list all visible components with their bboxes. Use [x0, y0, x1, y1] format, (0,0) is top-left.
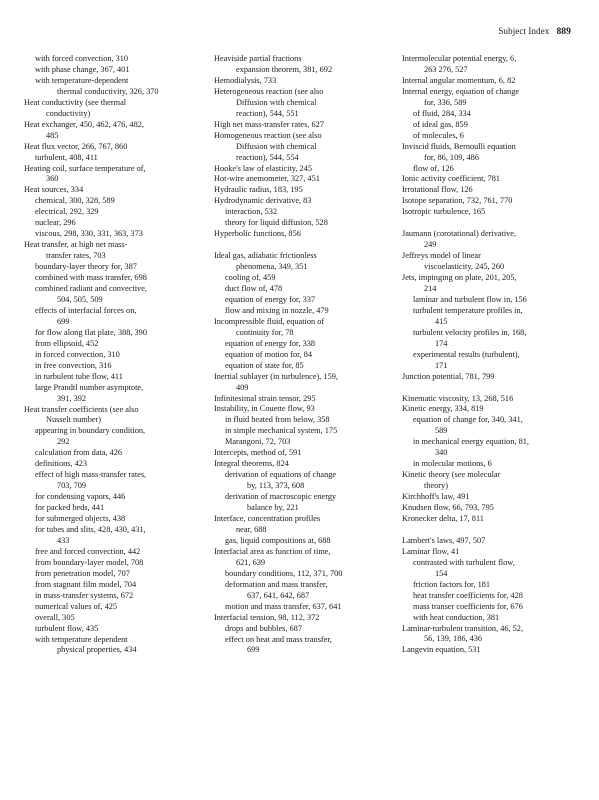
- index-line: Heat sources, 334: [24, 185, 84, 195]
- index-line: Jets, impinging on plate, 201, 205,: [402, 273, 517, 283]
- index-subentry: [24, 273, 206, 284]
- index-subentry: [24, 470, 206, 492]
- index-entry: [402, 54, 588, 76]
- index-subentry: [24, 361, 206, 372]
- index-entry: [214, 87, 398, 120]
- index-subentry: [214, 295, 398, 306]
- index-subentry: [24, 372, 206, 383]
- index-line: equation of change for, 340, 341,: [413, 415, 523, 425]
- index-line: equation of energy for, 338: [225, 338, 316, 348]
- index-line: cooling of, 459: [225, 273, 276, 283]
- index-line: Hydraulic radius, 183, 195: [214, 185, 303, 195]
- index-subentry: [214, 470, 398, 492]
- index-line: Heating coil, surface temperature of,: [24, 163, 146, 173]
- index-line: Kinetic energy, 334, 819: [402, 404, 484, 414]
- index-line: balance by, 221: [247, 503, 299, 513]
- index-line: phenomena, 349, 351: [236, 262, 308, 272]
- index-line: Junction potential, 781, 799: [402, 371, 495, 381]
- index-subentry: [24, 196, 206, 207]
- index-entry: [214, 372, 398, 394]
- index-entry: [214, 120, 398, 131]
- index-line: Intercepts, method of, 591: [214, 448, 302, 458]
- index-subentry: [24, 328, 206, 339]
- index-line: Intermolecular potential energy, 6,: [402, 54, 517, 63]
- index-line: Internal angular momentum, 6, 82: [402, 75, 516, 85]
- index-line: mass transer coefficients for, 676: [413, 601, 523, 611]
- index-line: turbulent velocity profiles in, 168,: [413, 327, 527, 337]
- index-line: Hemodialysis, 733: [214, 75, 277, 85]
- index-line: Kronecker delta, 17, 811: [402, 514, 484, 523]
- index-line: transfer rates, 703: [46, 251, 106, 261]
- index-entry: [24, 405, 206, 427]
- index-line: Jaumann (corotational) derivative,: [402, 229, 517, 239]
- index-line: calculation from data, 426: [35, 448, 123, 458]
- index-entry: [402, 492, 588, 503]
- index-entry: [402, 503, 588, 514]
- index-line: Internal energy, equation of change: [402, 86, 520, 96]
- index-line: in mechanical energy equation, 81,: [413, 437, 529, 447]
- index-subentry: [402, 459, 588, 470]
- entry-gap: [402, 218, 588, 229]
- index-entry: [214, 76, 398, 87]
- index-line: heat transfer coefficients for, 428: [413, 590, 523, 600]
- index-line: Lambert's laws, 497, 507: [402, 535, 486, 545]
- index-line: friction factors for, 181: [413, 579, 491, 589]
- index-line: thermal conductivity, 326, 370: [57, 86, 159, 96]
- index-subentry: [214, 273, 398, 284]
- index-line: 391, 392: [57, 393, 87, 403]
- index-line: High net mass-transfer rates, 627: [214, 119, 324, 129]
- index-line: with temperature-dependent: [35, 75, 129, 85]
- index-line: Heat flux vector, 266, 767, 860: [24, 141, 128, 151]
- index-entry: [24, 120, 206, 142]
- index-entry: [402, 372, 588, 383]
- index-line: Ionic activity coefficient, 781: [402, 174, 500, 184]
- index-subentry: [24, 153, 206, 164]
- index-subentry: [402, 328, 588, 350]
- index-entry: [214, 251, 398, 273]
- index-line: appearing in boundary condition,: [35, 426, 146, 436]
- index-line: Interfacial tension, 98, 112, 372: [214, 612, 320, 622]
- index-entry: [402, 87, 588, 109]
- index-subentry: [24, 569, 206, 580]
- index-line: with heat conduction, 381: [413, 612, 500, 622]
- index-subentry: [24, 218, 206, 229]
- index-line: equation of state for, 85: [225, 360, 304, 370]
- index-line: equation of energy for, 337: [225, 294, 316, 304]
- index-line: combined radiant and convective,: [35, 284, 147, 294]
- index-line: 340: [435, 448, 448, 458]
- index-line: for packed beds, 441: [35, 503, 105, 513]
- index-entry: [402, 207, 588, 218]
- index-line: interaction, 532: [225, 207, 278, 217]
- index-subentry: [24, 503, 206, 514]
- index-line: near, 688: [236, 524, 267, 534]
- index-line: Isotope separation, 732, 761, 770: [402, 196, 513, 206]
- entry-gap: [402, 525, 588, 536]
- index-line: Marangoni, 72, 703: [225, 437, 291, 447]
- index-line: free and forced convection, 442: [35, 546, 141, 556]
- index-line: for flow along flat plate, 388, 390: [35, 327, 147, 337]
- index-entry: [402, 645, 588, 656]
- index-line: Hydrodynamic derivative, 83: [214, 196, 312, 206]
- index-subentry: [214, 218, 398, 229]
- index-subentry: [24, 350, 206, 361]
- index-line: Interface, concentration profiles: [214, 514, 321, 524]
- index-line: with forced convection, 310: [35, 54, 129, 63]
- index-line: 621, 639: [236, 557, 266, 567]
- index-subentry: [214, 536, 398, 547]
- index-entry: [214, 613, 398, 624]
- index-subentry: [402, 120, 588, 131]
- index-line: Kinetic theory (see molecular: [402, 470, 501, 480]
- index-line: Diffusion with chemical: [236, 97, 317, 107]
- index-line: boundary conditions, 112, 371, 700: [225, 568, 343, 578]
- index-entry: [24, 185, 206, 196]
- index-subentry: [24, 547, 206, 558]
- index-line: from ellipsoid, 452: [35, 338, 99, 348]
- index-line: turbulent temperature profiles in,: [413, 305, 523, 315]
- index-line: for tubes and slits, 428, 430, 431,: [35, 524, 146, 534]
- index-line: from boundary-layer model, 708: [35, 557, 144, 567]
- index-entry: [214, 196, 398, 207]
- index-subentry: [402, 109, 588, 120]
- index-subentry: [24, 306, 206, 328]
- index-subentry: [24, 383, 206, 405]
- index-subentry: [24, 613, 206, 624]
- index-line: theory for liquid diffusion, 528: [225, 218, 328, 228]
- page-number: 889: [556, 27, 571, 37]
- index-line: with phase change, 367, 401: [35, 64, 130, 74]
- index-subentry: [24, 76, 206, 98]
- index-line: turbulent, 408, 411: [35, 152, 98, 162]
- running-title: Subject Index: [498, 26, 550, 36]
- index-line: effects of interfacial forces on,: [35, 305, 137, 315]
- index-line: Heat exchanger, 450, 462, 476, 482,: [24, 119, 144, 129]
- index-line: Hooke's law of elasticity, 245: [214, 163, 312, 173]
- index-entry: [24, 98, 206, 120]
- index-line: definitions, 423: [35, 459, 88, 469]
- index-line: from stagnant film model, 704: [35, 579, 137, 589]
- index-line: in fluid heated from below, 358: [225, 415, 330, 425]
- index-entry: [214, 185, 398, 196]
- index-line: of fluid, 284, 334: [413, 108, 471, 118]
- index-line: flow and mixing in nozzle, 479: [225, 305, 329, 315]
- index-subentry: [214, 569, 398, 580]
- index-subentry: [214, 306, 398, 317]
- index-line: effect on heat and mass transfer,: [225, 634, 332, 644]
- index-line: electrical, 292, 329: [35, 207, 99, 217]
- index-entry: [402, 76, 588, 87]
- index-entry: [214, 164, 398, 175]
- index-column-2: [214, 54, 398, 656]
- index-line: physical properties, 434: [57, 645, 137, 655]
- index-subentry: [24, 558, 206, 569]
- index-line: large Prandtl number asymptote,: [35, 382, 144, 392]
- index-line: Inviscid fluids, Bernoulli equation: [402, 141, 516, 151]
- index-line: Hot-wire anemometer, 327, 451: [214, 174, 320, 184]
- index-line: 703, 709: [57, 481, 87, 491]
- index-line: Interfacial area as function of time,: [214, 546, 331, 556]
- index-column-1: [24, 54, 206, 656]
- index-line: 249: [424, 240, 437, 250]
- index-subentry: [214, 580, 398, 602]
- index-line: 214: [424, 284, 437, 293]
- index-line: by, 113, 373, 608: [247, 481, 305, 491]
- index-line: Isotropic turbulence, 165: [402, 207, 486, 217]
- index-line: 360: [46, 174, 59, 184]
- index-line: chemical, 300, 328, 589: [35, 196, 115, 206]
- index-line: motion and mass transfer, 637, 641: [225, 601, 342, 611]
- index-line: contrasted with turbulent flow,: [413, 557, 515, 567]
- index-entry: [214, 448, 398, 459]
- index-line: Homogeneous reaction (see also: [214, 130, 322, 140]
- index-line: Diffusion with chemical: [236, 141, 317, 151]
- index-subentry: [402, 591, 588, 602]
- index-subentry: [214, 284, 398, 295]
- entry-gap: [214, 240, 398, 251]
- index-line: Instability, in Couette flow, 93: [214, 404, 315, 414]
- index-subentry: [24, 284, 206, 306]
- index-subentry: [24, 448, 206, 459]
- index-subentry: [214, 635, 398, 657]
- index-entry: [214, 514, 398, 536]
- index-subentry: [214, 207, 398, 218]
- index-line: 415: [435, 316, 448, 326]
- index-subentry: [402, 295, 588, 306]
- index-subentry: [24, 426, 206, 448]
- index-line: Laminar flow, 41: [402, 546, 460, 556]
- index-subentry: [402, 415, 588, 437]
- index-line: nuclear, 296: [35, 218, 76, 228]
- index-entry: [402, 470, 588, 492]
- index-line: 504, 505, 509: [57, 294, 103, 304]
- index-subentry: [24, 459, 206, 470]
- index-line: Integral theorems, 824: [214, 459, 289, 469]
- index-line: Infinitesimal strain tensor, 295: [214, 393, 316, 403]
- running-header: [498, 26, 571, 37]
- index-line: theory): [424, 481, 448, 491]
- index-line: duct flow of, 478: [225, 284, 283, 293]
- index-line: Heat transfer, at high net mass-: [24, 240, 128, 250]
- index-entry: [24, 240, 206, 262]
- index-subentry: [214, 339, 398, 350]
- index-subentry: [402, 558, 588, 580]
- index-subentry: [402, 580, 588, 591]
- index-line: Jeffreys model of linear: [402, 251, 481, 261]
- index-subentry: [214, 415, 398, 426]
- index-subentry: [24, 624, 206, 635]
- index-line: Heterogeneous reaction (see also: [214, 86, 324, 96]
- index-line: experimental results (turbulent),: [413, 349, 520, 359]
- index-line: Heaviside partial fractions: [214, 54, 302, 63]
- index-line: in mass-transfer systems, 672: [35, 590, 134, 600]
- index-line: Laminar-turbulent transition, 46, 52,: [402, 623, 524, 633]
- index-column-3: [402, 54, 588, 656]
- index-line: deformation and mass transfer,: [225, 579, 328, 589]
- index-subentry: [214, 361, 398, 372]
- index-subentry: [214, 437, 398, 448]
- index-line: 263 276, 527: [424, 64, 468, 74]
- index-subentry: [24, 65, 206, 76]
- index-entry: [402, 536, 588, 547]
- index-subentry: [402, 613, 588, 624]
- index-line: in free convection, 316: [35, 360, 112, 370]
- index-line: 409: [236, 382, 249, 392]
- index-subentry: [24, 339, 206, 350]
- index-entry: [402, 142, 588, 164]
- index-line: expansion theorem, 381, 692: [236, 64, 333, 74]
- index-entry: [214, 394, 398, 405]
- index-line: drops and bubbles, 687: [225, 623, 302, 633]
- index-line: 699: [57, 316, 70, 326]
- index-line: Irrotational flow, 126: [402, 185, 473, 195]
- index-entry: [402, 514, 588, 525]
- index-entry: [402, 185, 588, 196]
- index-line: in forced convection, 310: [35, 349, 120, 359]
- index-line: derivation of macroscopic energy: [225, 492, 337, 502]
- index-subentry: [24, 262, 206, 273]
- index-entry: [214, 131, 398, 164]
- index-entry: [402, 196, 588, 207]
- index-subentry: [402, 306, 588, 328]
- index-line: 56, 139, 186, 436: [424, 634, 483, 644]
- index-line: reaction), 544, 551: [236, 108, 299, 118]
- index-subentry: [24, 525, 206, 547]
- index-subentry: [24, 207, 206, 218]
- index-entry: [402, 174, 588, 185]
- index-subentry: [214, 602, 398, 613]
- index-line: 174: [435, 338, 448, 348]
- index-line: 154: [435, 568, 448, 578]
- index-line: derivation of equations of change: [225, 470, 337, 480]
- index-entry: [214, 404, 398, 415]
- index-line: Inertial sublayer (in turbulence), 159,: [214, 371, 338, 381]
- index-line: 699: [247, 645, 260, 655]
- index-entry: [402, 624, 588, 646]
- index-line: of molecules, 6: [413, 130, 464, 140]
- index-line: Heat transfer coefficients (see also: [24, 404, 139, 414]
- index-entry: [214, 459, 398, 470]
- index-line: with temperature dependent: [35, 634, 128, 644]
- index-subentry: [24, 54, 206, 65]
- index-line: from penetration model, 707: [35, 568, 130, 578]
- index-line: in turbulent tube flow, 411: [35, 371, 123, 381]
- index-subentry: [214, 350, 398, 361]
- index-entry: [402, 547, 588, 558]
- index-line: Heat conductivity (see thermal: [24, 97, 127, 107]
- index-subentry: [402, 602, 588, 613]
- index-line: gas, liquid compositions at, 688: [225, 535, 331, 545]
- index-entry: [402, 229, 588, 251]
- index-entry: [214, 54, 398, 76]
- index-line: for, 336, 589: [424, 97, 467, 107]
- index-entry: [24, 164, 206, 186]
- index-line: Kirchhoff's law, 491: [402, 492, 470, 502]
- index-subentry: [24, 591, 206, 602]
- entry-gap: [402, 383, 588, 394]
- index-line: conductivity): [46, 108, 91, 118]
- index-subentry: [24, 229, 206, 240]
- index-line: overall, 305: [35, 612, 75, 622]
- index-line: Knudsen flow, 66, 793, 795: [402, 503, 494, 513]
- index-entry: [402, 394, 588, 405]
- index-entry: [214, 229, 398, 240]
- index-subentry: [214, 426, 398, 437]
- index-line: viscoelasticity, 245, 260: [424, 262, 505, 272]
- index-subentry: [402, 164, 588, 175]
- index-line: for submerged objects, 438: [35, 514, 126, 524]
- index-line: Hyperbolic functions, 856: [214, 229, 301, 239]
- index-subentry: [24, 580, 206, 591]
- index-entry: [24, 142, 206, 153]
- index-subentry: [24, 492, 206, 503]
- index-subentry: [214, 492, 398, 514]
- index-line: in molecular motions, 6: [413, 459, 492, 469]
- index-line: for condensing vapors, 446: [35, 492, 126, 502]
- index-line: 485: [46, 130, 59, 140]
- index-line: Nusselt number): [46, 415, 102, 425]
- index-line: viscous, 298, 330, 331, 363, 373: [35, 229, 143, 239]
- index-line: 589: [435, 426, 448, 436]
- index-line: Ideal gas, adiabatic frictionless: [214, 251, 317, 261]
- index-line: Kinematic viscosity, 13, 268, 516: [402, 393, 514, 403]
- index-line: for, 86, 109, 486: [424, 152, 479, 162]
- index-line: turbulent flow, 435: [35, 623, 99, 633]
- index-line: 433: [57, 535, 70, 545]
- index-subentry: [24, 602, 206, 613]
- index-line: 292: [57, 437, 70, 447]
- index-line: equation of motion for, 84: [225, 349, 312, 359]
- index-line: flow of, 126: [413, 163, 454, 173]
- index-subentry: [24, 514, 206, 525]
- index-line: in simple mechanical system, 175: [225, 426, 338, 436]
- index-entry: [214, 174, 398, 185]
- index-line: laminar and turbulent flow in, 156: [413, 294, 527, 304]
- index-subentry: [24, 635, 206, 657]
- index-entry: [402, 404, 588, 415]
- index-line: combined with mass transfer, 698: [35, 273, 147, 283]
- index-subentry: [402, 437, 588, 459]
- index-subentry: [402, 350, 588, 372]
- index-line: continuity for, 78: [236, 327, 294, 337]
- index-entry: [402, 273, 588, 295]
- index-entry: [402, 251, 588, 273]
- index-subentry: [402, 131, 588, 142]
- index-line: Incompressible fluid, equation of: [214, 316, 325, 326]
- index-entry: [214, 547, 398, 569]
- index-line: numerical values of, 425: [35, 601, 118, 611]
- index-line: 637, 641, 642, 687: [247, 590, 310, 600]
- index-subentry: [214, 624, 398, 635]
- index-line: reaction), 544, 554: [236, 152, 299, 162]
- index-line: Langevin equation, 531: [402, 645, 481, 655]
- index-line: of ideal gas, 859: [413, 119, 468, 129]
- index-entry: [214, 317, 398, 339]
- index-line: effect of high mass-transfer rates,: [35, 470, 147, 480]
- index-line: boundary-layer theory for, 387: [35, 262, 137, 272]
- index-line: 171: [435, 360, 448, 370]
